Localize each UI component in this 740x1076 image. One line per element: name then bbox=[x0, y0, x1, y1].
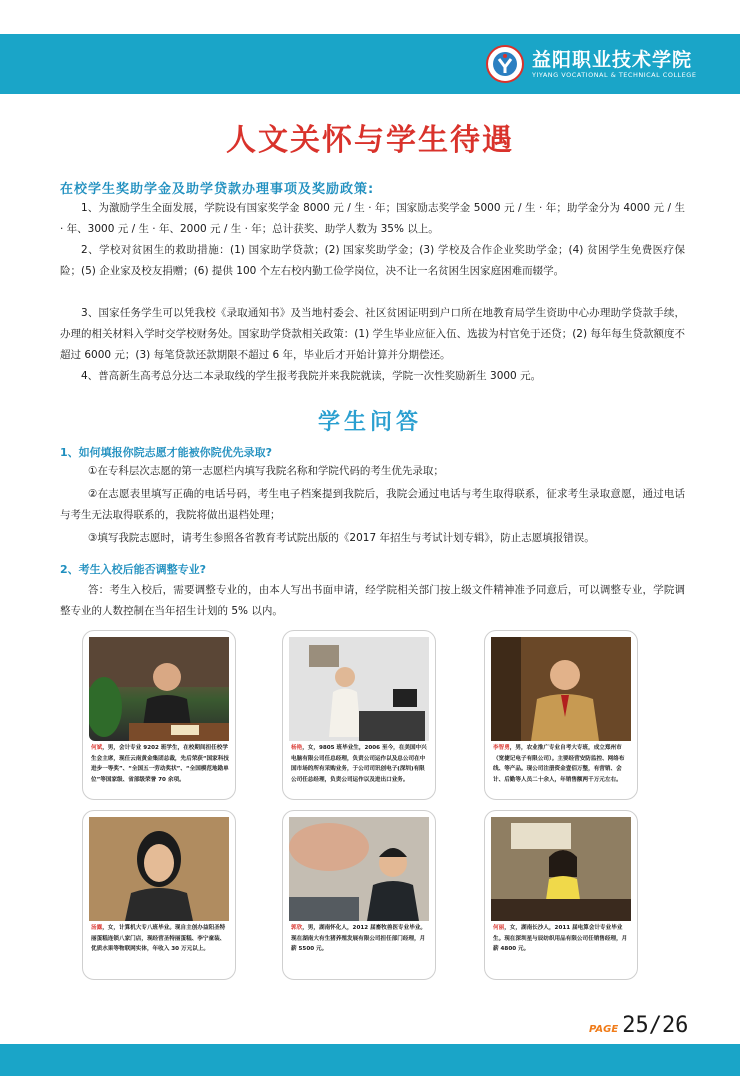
profile-description bbox=[493, 923, 631, 955]
profile-text: ，男，农业推广专业自考大专班，成立郑州市（宽捷记电子有限公司）。主要经营安防监控、网络布线、等产品。现公司注册资金壹佰万整，有营销、会计、后勤等人员二十余人，年销售额两千万元左右。 bbox=[493, 745, 625, 783]
profile-text: ，男，会计专业 9202 班学生，在校期间担任校学生会主席，现任云南黄金集团总裁，先后荣获“国家科技进步一等奖”、“全国五一劳动奖状”、“全国模范地勘单位”等国家级、省部级荣誉 70 余项。 bbox=[91, 745, 229, 783]
profile-description bbox=[493, 743, 631, 785]
profile-photo bbox=[491, 637, 631, 741]
answer-1-item-1: ①在专科层次志愿的第一志愿栏内填写我院名称和学院代码的考生优先录取； bbox=[88, 465, 444, 477]
page-value: 25/26 bbox=[622, 1013, 689, 1038]
profile-name: 何丽 bbox=[493, 925, 505, 931]
policy-paragraph-4: 4、普高新生高考总分达二本录取线的学生报考我院并来我院就读，学院一次性奖励新生 3000 元。 bbox=[81, 370, 542, 382]
policy-paragraph-1: 1、为激励学生全面发展，学院设有国家奖学金 8000 元 / 生 · 年；国家励志奖学金 5000 元 / 生 · 年；助学金分为 4000 元 / 生 · 年、3000 元 / 生 · 年、2000 元 / 生 · 年；总计获奖、助学人数为 35% 以上。 bbox=[60, 202, 685, 235]
profile-text: ，女，计算机大专八班毕业。现自主创办益阳圣特丽蛋糕连锁八家门店，现经营圣特丽蛋糕、李宁童装、优质水果等物联网实体，年收入 30 万元以上。 bbox=[91, 925, 226, 952]
profile-card bbox=[282, 630, 436, 800]
answer-1-item-2: ②在志愿表里填写正确的电话号码，考生电子档案提到我院后，我院会通过电话与考生取得联系，征求考生录取意愿，通过电话与考生无法取得联系的，我院将做出退档处理； bbox=[60, 488, 685, 521]
policy-paragraph-3: 3、国家任务学生可以凭我校《录取通知书》及当地村委会、社区贫困证明到户口所在地教育局学生资助中心办理助学贷款手续，办理的相关材料入学时交学校财务处。国家助学贷款相关政策：(1) 学生毕业应征入伍、选拔为村官免于还贷；(2) 每年每生贷款额度不超过 6000 元；(3) 每笔贷款还款期限不超过 6 年，毕业后才开始计算并分期偿还。 bbox=[60, 307, 685, 361]
answer-1-item-3: ③填写我院志愿时，请考生参照各省教育考试院出版的《2017 年招生与考试计划专辑》，防止志愿填报错误。 bbox=[88, 532, 595, 544]
profile-text: ，女，湖南长沙人，2011 届电算会计专业毕业生。现在深圳星与辰纺织用品有限公司任销售经理，月薪 4800 元。 bbox=[493, 925, 628, 952]
school-logo bbox=[486, 41, 696, 87]
profile-description bbox=[291, 743, 429, 785]
profile-photo bbox=[289, 637, 429, 741]
profile-card bbox=[282, 810, 436, 980]
profile-name: 李智勇 bbox=[493, 745, 510, 751]
profile-name: 杨艳 bbox=[291, 745, 303, 751]
answer-2: 答：考生入校后，需要调整专业的，由本人写出书面申请，经学院相关部门按上级文件精神准予同意后，可以调整专业，学院调整专业的人数控制在当年招生计划的 5% 以内。 bbox=[60, 584, 685, 617]
scholarship-heading: 在校学生奖助学金及助学贷款办理事项及奖励政策: bbox=[60, 182, 375, 197]
profile-card bbox=[82, 630, 236, 800]
policy-paragraph-2: 2、学校对贫困生的救助措施：(1) 国家助学贷款；(2) 国家奖助学金；(3) 学校及合作企业奖助学金；(4) 贫困学生免费医疗保险；(5) 企业家及校友捐赠；(6) 提供 100 个左右校内勤工俭学岗位，决不让一名贫困生因家庭困难而辍学。 bbox=[60, 244, 685, 277]
page-number bbox=[589, 1013, 688, 1038]
footer-band bbox=[0, 1044, 740, 1076]
profile-photo bbox=[89, 817, 229, 921]
profile-name: 何斌 bbox=[91, 745, 103, 751]
qa-title: 学生问答 bbox=[317, 410, 422, 435]
profile-name: 郭欣 bbox=[291, 925, 303, 931]
question-2: 2、考生入校后能否调整专业? bbox=[60, 563, 207, 576]
profile-description bbox=[91, 743, 229, 785]
profile-description bbox=[91, 923, 229, 955]
school-name-en: YIYANG VOCATIONAL & TECHNICAL COLLEGE bbox=[532, 70, 697, 79]
profile-name: 汤露 bbox=[91, 925, 103, 931]
profile-card bbox=[82, 810, 236, 980]
profile-photo bbox=[289, 817, 429, 921]
school-emblem-icon bbox=[486, 45, 524, 83]
profile-text: ，男，湖南怀化人，2012 届畜牧兽医专业毕业。现在湖南大有生猪养殖发展有限公司担任部门经理，月薪 5500 元。 bbox=[291, 925, 427, 952]
profile-text: ，女，9805 班毕业生，2006 至今，在美国中兴电脑有限公司任总经理，负责公司运作以及总公司在中国市场的所有采购业务，于公司司讯创电子(深圳)有限公司任总经理，负责公司运作以及进出口业务。 bbox=[291, 745, 427, 783]
page-title: 人文关怀与学生待遇 bbox=[226, 123, 514, 158]
school-name-cn: 益阳职业技术学院 bbox=[532, 48, 693, 71]
profile-card bbox=[484, 810, 638, 980]
page-label: PAGE bbox=[589, 1024, 619, 1035]
question-1: 1、如何填报你院志愿才能被你院优先录取? bbox=[60, 446, 273, 459]
profile-photo bbox=[491, 817, 631, 921]
profile-card bbox=[484, 630, 638, 800]
profile-photo bbox=[89, 637, 229, 741]
profile-description bbox=[291, 923, 429, 955]
